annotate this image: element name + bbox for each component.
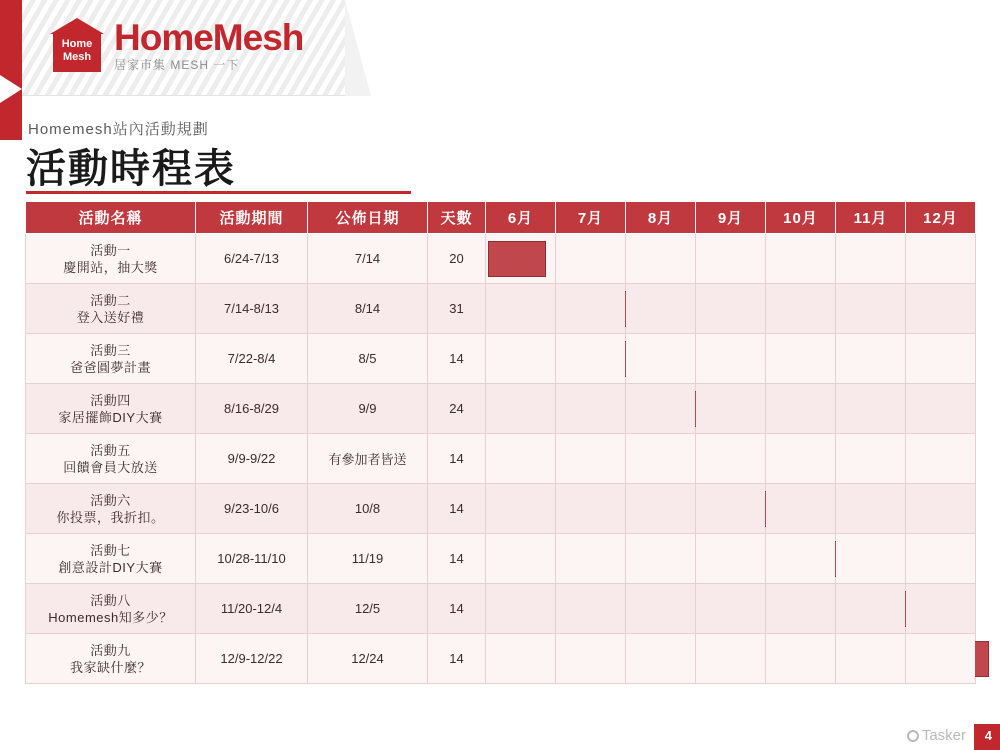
cell-month xyxy=(486,284,556,334)
table-row xyxy=(26,334,976,384)
column-header-days: 天數 xyxy=(428,202,486,234)
table-row xyxy=(26,534,976,584)
table-row xyxy=(26,434,976,484)
cell-month xyxy=(626,634,696,684)
cell-announce-date: 10/8 xyxy=(308,484,428,534)
watermark-label: Tasker xyxy=(921,727,966,744)
cell-month xyxy=(626,234,696,284)
cell-month xyxy=(696,434,766,484)
house-roof-shape xyxy=(50,18,104,34)
table-row xyxy=(26,484,976,534)
logo xyxy=(50,18,303,72)
cell-period: 7/22-8/4 xyxy=(196,334,308,384)
cell-period: 12/9-12/22 xyxy=(196,634,308,684)
activity-name-line1: 活動四 xyxy=(90,392,131,408)
cell-month xyxy=(556,284,626,334)
activity-name-line1: 活動八 xyxy=(90,592,131,608)
cell-month xyxy=(486,534,556,584)
cell-activity-name xyxy=(26,384,196,434)
cell-days: 14 xyxy=(428,484,486,534)
cell-month xyxy=(696,634,766,684)
cell-month xyxy=(626,384,696,434)
table-row xyxy=(26,584,976,634)
cell-period: 10/28-11/10 xyxy=(196,534,308,584)
column-header-month-06: 6月 xyxy=(486,202,556,234)
activity-name-line2: 我家缺什麼？ xyxy=(69,659,151,675)
logo-house-line1: Home xyxy=(61,38,93,50)
cell-month xyxy=(486,334,556,384)
cell-month xyxy=(906,234,976,284)
cell-month xyxy=(836,634,906,684)
cell-month xyxy=(626,434,696,484)
cell-month xyxy=(836,584,906,634)
cell-announce-date: 8/14 xyxy=(308,284,428,334)
column-header-month-09: 9月 xyxy=(696,202,766,234)
cell-days: 14 xyxy=(428,434,486,484)
schedule-table xyxy=(25,201,976,684)
cell-month xyxy=(836,334,906,384)
table-row xyxy=(26,634,976,684)
column-header-month-12: 12月 xyxy=(906,202,976,234)
logo-subtitle: 居家市集 MESH 一下 xyxy=(114,58,240,72)
table-row xyxy=(26,234,976,284)
cell-month xyxy=(766,434,836,484)
activity-name-line1: 活動九 xyxy=(90,642,131,658)
watermark-ring-icon xyxy=(907,730,919,742)
logo-title: HomeMesh xyxy=(114,17,304,58)
left-accent-notch xyxy=(0,75,22,103)
cell-month xyxy=(556,384,626,434)
cell-month xyxy=(836,434,906,484)
cell-month xyxy=(906,484,976,534)
table-header-row xyxy=(26,202,976,234)
cell-month xyxy=(626,284,696,334)
column-header-name: 活動名稱 xyxy=(26,202,196,234)
cell-month xyxy=(696,384,766,434)
cell-month xyxy=(626,534,696,584)
cell-days: 14 xyxy=(428,634,486,684)
cell-days: 31 xyxy=(428,284,486,334)
cell-period: 6/24-7/13 xyxy=(196,234,308,284)
cell-activity-name xyxy=(26,334,196,384)
column-header-month-11: 11月 xyxy=(836,202,906,234)
cell-announce-date: 8/5 xyxy=(308,334,428,384)
cell-month xyxy=(906,534,976,584)
cell-period: 7/14-8/13 xyxy=(196,284,308,334)
cell-month xyxy=(766,384,836,434)
cell-month xyxy=(486,484,556,534)
cell-month xyxy=(836,284,906,334)
cell-month xyxy=(556,234,626,284)
cell-activity-name xyxy=(26,284,196,334)
watermark xyxy=(907,727,966,744)
page-number: 4 xyxy=(984,728,992,743)
activity-name-line1: 活動一 xyxy=(90,242,131,258)
activity-name-line2: 回饋會員大放送 xyxy=(63,459,158,475)
activity-name-line2: 家居擺飾DIY大賽 xyxy=(58,409,163,425)
activity-name-line1: 活動五 xyxy=(90,442,131,458)
cell-month xyxy=(556,584,626,634)
cell-month xyxy=(696,284,766,334)
cell-activity-name xyxy=(26,584,196,634)
cell-month xyxy=(556,534,626,584)
activity-name-line2: 爸爸圓夢計畫 xyxy=(69,359,151,375)
page-title: 活動時程表 xyxy=(26,147,236,191)
cell-month xyxy=(626,334,696,384)
cell-announce-date: 11/19 xyxy=(308,534,428,584)
cell-month xyxy=(766,234,836,284)
cell-activity-name xyxy=(26,234,196,284)
activity-name-line1: 活動三 xyxy=(90,342,131,358)
house-icon xyxy=(50,18,104,72)
activity-name-line2: 登入送好禮 xyxy=(76,309,145,325)
column-header-announce: 公佈日期 xyxy=(308,202,428,234)
cell-month xyxy=(836,384,906,434)
cell-month xyxy=(766,584,836,634)
cell-days: 20 xyxy=(428,234,486,284)
slide-eyebrow: Homemesh站內活動規劃 xyxy=(28,121,209,138)
cell-month xyxy=(906,284,976,334)
cell-month xyxy=(766,534,836,584)
cell-month xyxy=(836,534,906,584)
activity-name-line2: 你投票，我折扣。 xyxy=(56,509,165,525)
cell-month xyxy=(626,584,696,634)
column-header-month-08: 8月 xyxy=(626,202,696,234)
cell-announce-date: 12/24 xyxy=(308,634,428,684)
cell-month xyxy=(766,334,836,384)
cell-announce-date: 12/5 xyxy=(308,584,428,634)
cell-month xyxy=(486,634,556,684)
left-accent-bar xyxy=(0,0,22,140)
cell-month xyxy=(486,434,556,484)
cell-month xyxy=(836,484,906,534)
cell-month xyxy=(906,434,976,484)
schedule-table-body xyxy=(26,234,976,684)
cell-days: 24 xyxy=(428,384,486,434)
cell-month xyxy=(696,234,766,284)
cell-period: 11/20-12/4 xyxy=(196,584,308,634)
schedule-table-wrap xyxy=(25,201,975,684)
cell-month xyxy=(766,284,836,334)
activity-name-line1: 活動六 xyxy=(90,492,131,508)
activity-name-line2: Homemesh知多少？ xyxy=(48,609,173,625)
cell-days: 14 xyxy=(428,334,486,384)
activity-name-line1: 活動二 xyxy=(90,292,131,308)
cell-month xyxy=(556,334,626,384)
column-header-month-07: 7月 xyxy=(556,202,626,234)
column-header-period: 活動期間 xyxy=(196,202,308,234)
cell-period: 9/23-10/6 xyxy=(196,484,308,534)
cell-month xyxy=(696,484,766,534)
cell-activity-name xyxy=(26,634,196,684)
cell-month xyxy=(556,484,626,534)
activity-name-line1: 活動七 xyxy=(90,542,131,558)
cell-activity-name xyxy=(26,534,196,584)
cell-month xyxy=(486,584,556,634)
cell-period: 8/16-8/29 xyxy=(196,384,308,434)
cell-month xyxy=(556,634,626,684)
cell-month xyxy=(906,334,976,384)
cell-month xyxy=(766,634,836,684)
table-row xyxy=(26,384,976,434)
logo-text xyxy=(114,19,303,71)
cell-month xyxy=(696,334,766,384)
logo-house-line2: Mesh xyxy=(62,51,92,63)
cell-period: 9/9-9/22 xyxy=(196,434,308,484)
column-header-month-10: 10月 xyxy=(766,202,836,234)
cell-days: 14 xyxy=(428,534,486,584)
table-row xyxy=(26,284,976,334)
cell-month xyxy=(906,634,976,684)
cell-activity-name xyxy=(26,434,196,484)
cell-month xyxy=(486,234,556,284)
cell-month xyxy=(556,434,626,484)
cell-announce-date: 9/9 xyxy=(308,384,428,434)
cell-month xyxy=(696,534,766,584)
cell-announce-date: 有參加者皆送 xyxy=(308,434,428,484)
cell-month xyxy=(486,384,556,434)
cell-month xyxy=(906,584,976,634)
activity-name-line2: 創意設計DIY大賽 xyxy=(58,559,163,575)
cell-announce-date: 7/14 xyxy=(308,234,428,284)
house-body-shape xyxy=(53,33,101,72)
cell-month xyxy=(836,234,906,284)
cell-month xyxy=(906,384,976,434)
gantt-bar xyxy=(488,241,546,277)
cell-days: 14 xyxy=(428,584,486,634)
cell-month xyxy=(626,484,696,534)
title-divider xyxy=(26,191,411,194)
activity-name-line2: 慶開站，抽大獎 xyxy=(63,259,158,275)
cell-activity-name xyxy=(26,484,196,534)
cell-month xyxy=(766,484,836,534)
cell-month xyxy=(696,584,766,634)
